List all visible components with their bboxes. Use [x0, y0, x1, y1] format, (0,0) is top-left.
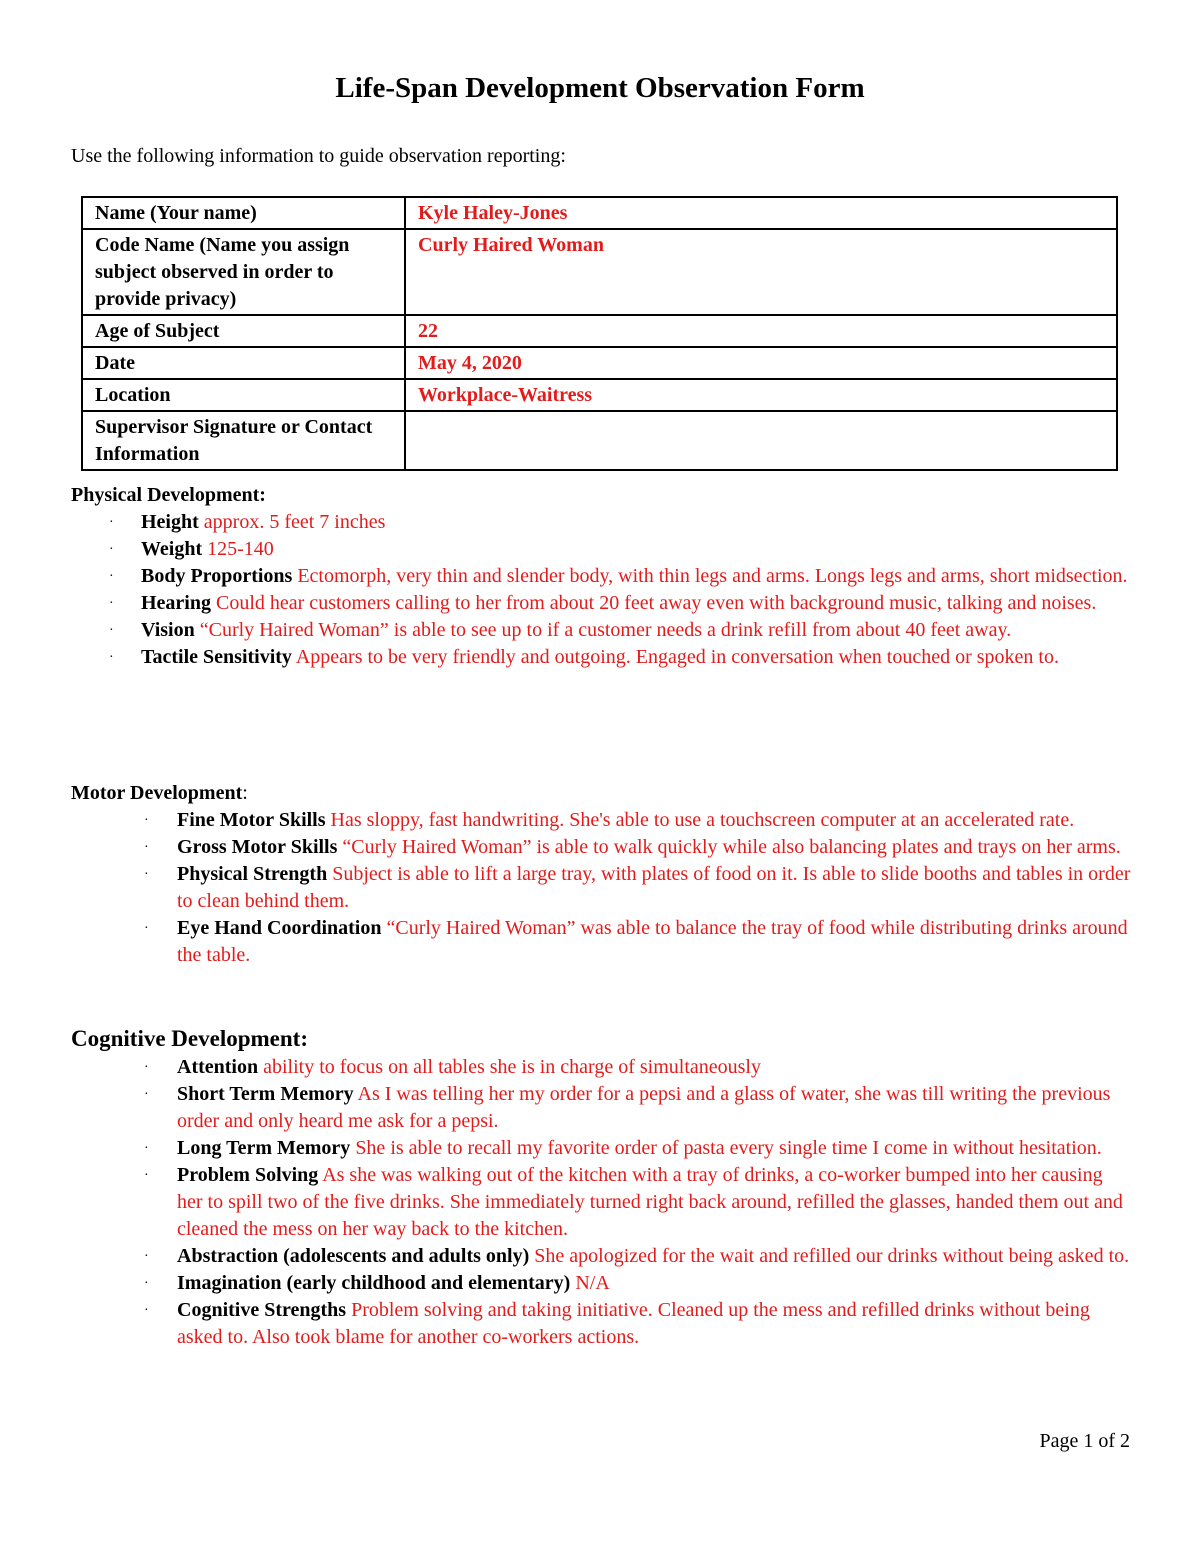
item-label: Attention	[177, 1056, 259, 1078]
info-table	[81, 196, 1118, 471]
bullet-icon: ·	[144, 1303, 149, 1318]
item-label: Problem Solving	[177, 1164, 319, 1186]
motor-list	[71, 807, 1131, 969]
list-item	[71, 1162, 1131, 1243]
item-text: “Curly Haired Woman” was able to balance the tray of food while distributing drinks around the table.	[177, 917, 1128, 966]
item-text: ability to focus on all tables she is in charge of simultaneously	[258, 1056, 761, 1078]
item-label: Cognitive Strengths	[177, 1299, 347, 1321]
item-label: Tactile Sensitivity	[141, 646, 292, 668]
item-text: Problem solving and taking initiative. Cleaned up the mess and refilled drinks without being asked to. Also took blame for another co-workers actions.	[177, 1299, 1090, 1348]
list-item	[71, 617, 1131, 644]
cognitive-heading-colon: :	[300, 1026, 308, 1051]
list-item	[71, 834, 1131, 861]
document-title: Life-Span Development Observation Form	[335, 72, 865, 104]
item-text: Has sloppy, fast handwriting. She's able to use a touchscreen computer at an accelerated rate.	[325, 809, 1075, 831]
cognitive-list	[71, 1054, 1131, 1351]
row-label: Date	[82, 347, 405, 379]
cognitive-heading: Cognitive Development	[71, 1026, 301, 1051]
item-label: Body Proportions	[141, 565, 293, 587]
cognitive-section	[71, 1025, 1131, 1351]
bullet-icon: ·	[109, 542, 114, 557]
list-item	[71, 1297, 1131, 1351]
table-row	[82, 315, 1117, 347]
item-label: Vision	[141, 619, 195, 641]
list-item	[71, 1054, 1131, 1081]
list-item	[71, 536, 1131, 563]
motor-heading-colon: :	[242, 782, 248, 804]
item-text: As she was walking out of the kitchen with a tray of drinks, a co-worker bumped into her causing her to spill two of the five drinks. She immediately turned right back around, refilled the glasses, handed them out and cleaned the mess on her way back to the kitchen.	[177, 1164, 1123, 1240]
physical-heading: Physical Development:	[71, 484, 266, 506]
row-value: May 4, 2020	[405, 347, 1117, 379]
table-row	[82, 379, 1117, 411]
item-label: Fine Motor Skills	[177, 809, 326, 831]
list-item	[71, 509, 1131, 536]
row-value: Kyle Haley-Jones	[405, 197, 1117, 229]
row-label: Age of Subject	[82, 315, 405, 347]
item-label: Physical Strength	[177, 863, 328, 885]
page-number: Page 1 of 2	[1039, 1430, 1130, 1452]
row-value: Workplace-Waitress	[405, 379, 1117, 411]
item-text: She apologized for the wait and refilled our drinks without being asked to.	[529, 1245, 1130, 1267]
item-text: Ectomorph, very thin and slender body, with thin legs and arms. Longs legs and arms, short midsection.	[292, 565, 1128, 587]
item-label: Weight	[141, 538, 203, 560]
table-row	[82, 229, 1117, 315]
item-text: approx. 5 feet 7 inches	[198, 511, 386, 533]
row-label: Supervisor Signature or Contact Information	[82, 411, 405, 470]
list-item	[71, 1081, 1131, 1135]
bullet-icon: ·	[144, 1087, 149, 1102]
item-label: Long Term Memory	[177, 1137, 351, 1159]
list-item	[71, 563, 1131, 590]
item-text: 125-140	[202, 538, 274, 560]
bullet-icon: ·	[109, 569, 114, 584]
item-text: She is able to recall my favorite order of pasta every single time I come in without hesitation.	[350, 1137, 1102, 1159]
list-item	[71, 1270, 1131, 1297]
list-item	[71, 644, 1131, 671]
bullet-icon: ·	[144, 1249, 149, 1264]
item-text: N/A	[570, 1272, 610, 1294]
list-item	[71, 807, 1131, 834]
list-item	[71, 590, 1131, 617]
row-label: Location	[82, 379, 405, 411]
item-text: Subject is able to lift a large tray, with plates of food on it. Is able to slide booths and tables in order to clean behind them.	[177, 863, 1131, 912]
row-value: 22	[405, 315, 1117, 347]
row-label: Code Name (Name you assign subject observed in order to provide privacy)	[82, 229, 405, 315]
item-text: Could hear customers calling to her from about 20 feet away even with background music, talking and noises.	[211, 592, 1097, 614]
table-row	[82, 197, 1117, 229]
bullet-icon: ·	[144, 1168, 149, 1183]
bullet-icon: ·	[144, 1141, 149, 1156]
bullet-icon: ·	[109, 515, 114, 530]
item-text: As I was telling her my order for a pepsi and a glass of water, she was till writing the previous order and only heard me ask for a pepsi.	[177, 1083, 1111, 1132]
bullet-icon: ·	[144, 867, 149, 882]
item-text: Appears to be very friendly and outgoing. Engaged in conversation when touched or spoken to.	[291, 646, 1059, 668]
item-label: Imagination (early childhood and elementary)	[177, 1272, 571, 1294]
bullet-icon: ·	[144, 921, 149, 936]
motor-section	[71, 780, 1131, 969]
item-label: Hearing	[141, 592, 211, 614]
row-label: Name (Your name)	[82, 197, 405, 229]
row-value	[405, 411, 1117, 470]
bullet-icon: ·	[144, 840, 149, 855]
intro-text: Use the following information to guide observation reporting:	[71, 145, 566, 167]
table-row	[82, 347, 1117, 379]
bullet-icon: ·	[144, 813, 149, 828]
item-label: Short Term Memory	[177, 1083, 354, 1105]
item-label: Height	[141, 511, 199, 533]
table-row	[82, 411, 1117, 470]
row-value: Curly Haired Woman	[405, 229, 1117, 315]
bullet-icon: ·	[144, 1276, 149, 1291]
item-label: Gross Motor Skills	[177, 836, 338, 858]
list-item	[71, 861, 1131, 915]
bullet-icon: ·	[109, 596, 114, 611]
list-item	[71, 1135, 1131, 1162]
motor-heading: Motor Development	[71, 782, 243, 804]
item-label: Abstraction (adolescents and adults only)	[177, 1245, 530, 1267]
item-label: Eye Hand Coordination	[177, 917, 382, 939]
bullet-icon: ·	[144, 1060, 149, 1075]
list-item	[71, 1243, 1131, 1270]
item-text: “Curly Haired Woman” is able to see up to if a customer needs a drink refill from about 40 feet away.	[194, 619, 1012, 641]
bullet-icon: ·	[109, 650, 114, 665]
bullet-icon: ·	[109, 623, 114, 638]
list-item	[71, 915, 1131, 969]
item-text: “Curly Haired Woman” is able to walk quickly while also balancing plates and trays on her arms.	[337, 836, 1121, 858]
physical-list	[71, 509, 1131, 671]
physical-section	[71, 482, 1131, 671]
